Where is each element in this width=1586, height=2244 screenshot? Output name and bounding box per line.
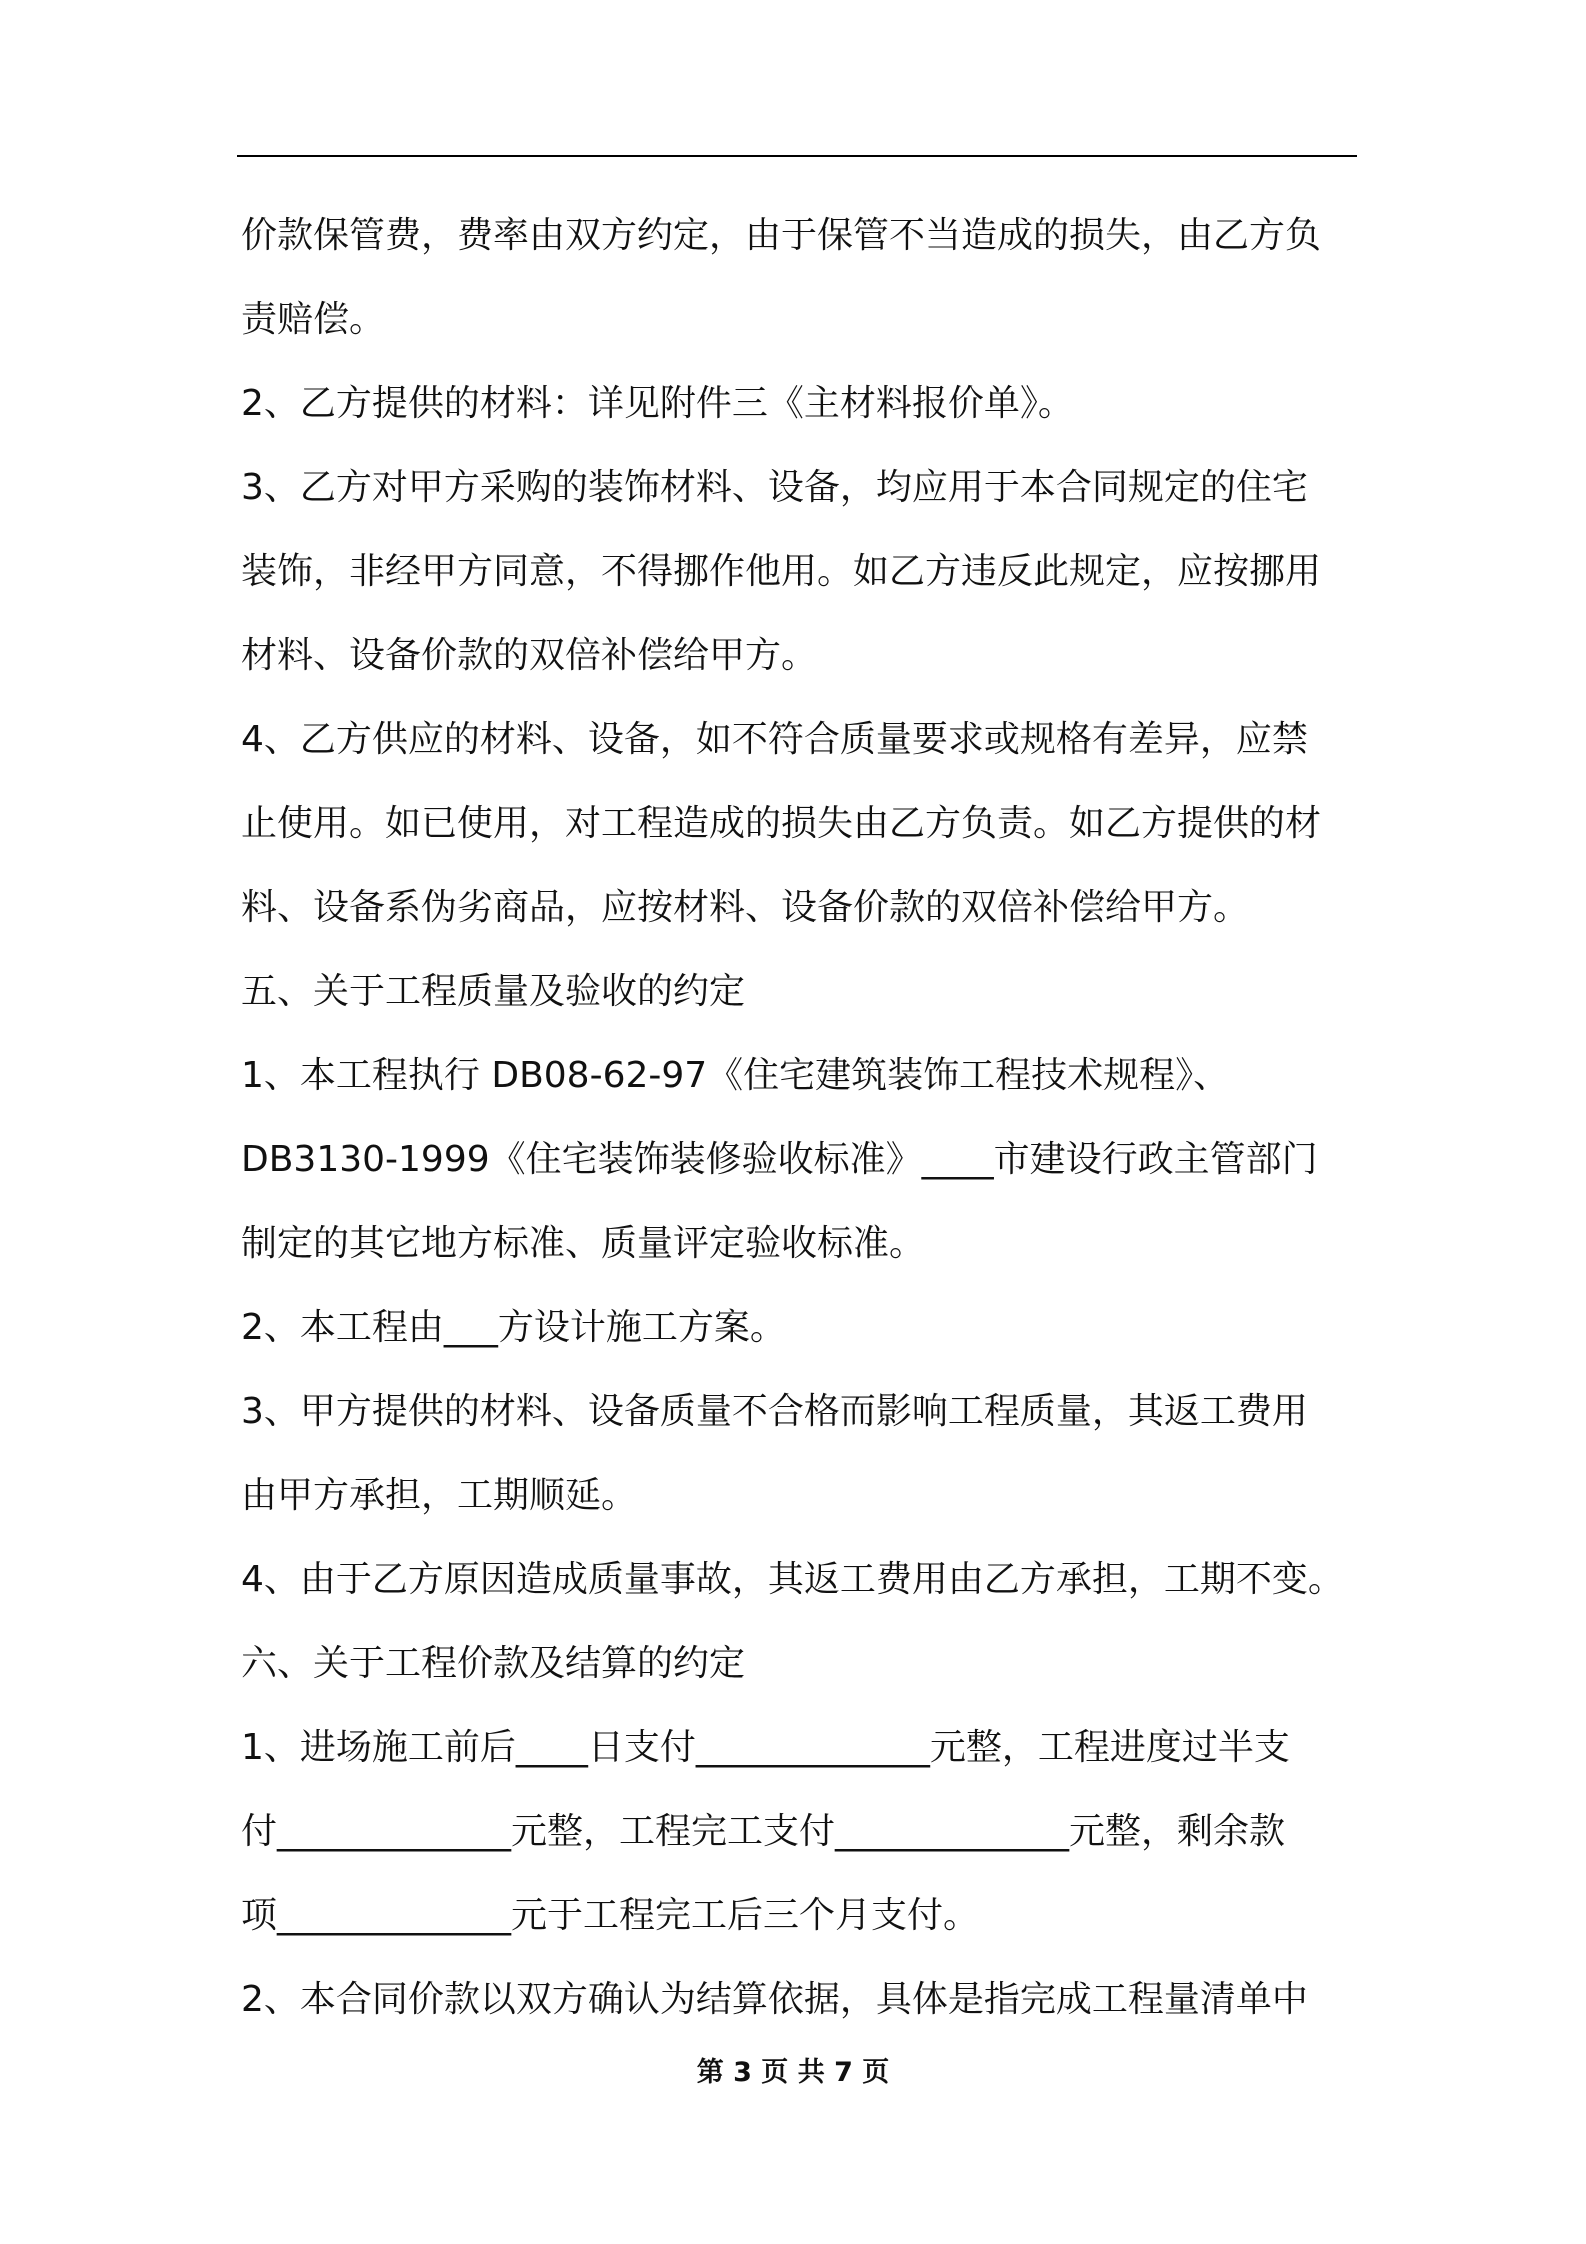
text-line: 2、本工程由___方设计施工方案。 <box>241 1307 786 1348</box>
text-line: DB3130-1999《住宅装饰装修验收标准》____市建设行政主管部门 <box>241 1139 1318 1180</box>
text-line: 4、乙方供应的材料、设备，如不符合质量要求或规格有差异，应禁 <box>241 719 1308 760</box>
text-line: 1、进场施工前后____日支付_____________元整，工程进度过半支 <box>241 1727 1290 1768</box>
text-line: 项_____________元于工程完工后三个月支付。 <box>241 1895 980 1936</box>
section-heading: 五、关于工程质量及验收的约定 <box>241 971 746 1012</box>
text-line: 止使用。如已使用，对工程造成的损失由乙方负责。如乙方提供的材 <box>241 803 1322 844</box>
text-line: 制定的其它地方标准、质量评定验收标准。 <box>241 1223 926 1264</box>
section-heading: 六、关于工程价款及结算的约定 <box>241 1643 746 1684</box>
header-rule <box>237 155 1357 157</box>
text-line: 1、本工程执行 DB08-62-97《住宅建筑装饰工程技术规程》、 <box>241 1055 1230 1096</box>
text-line: 料、设备系伪劣商品，应按材料、设备价款的双倍补偿给甲方。 <box>241 887 1250 928</box>
text-line: 材料、设备价款的双倍补偿给甲方。 <box>241 635 818 676</box>
page-number-footer: 第 3 页 共 7 页 <box>696 2057 890 2088</box>
text-line: 4、由于乙方原因造成质量事故，其返工费用由乙方承担，工期不变。 <box>241 1559 1344 1600</box>
text-line: 3、甲方提供的材料、设备质量不合格而影响工程质量，其返工费用 <box>241 1391 1308 1432</box>
text-line: 责赔偿。 <box>241 299 386 340</box>
text-line: 2、本合同价款以双方确认为结算依据，具体是指完成工程量清单中 <box>241 1979 1308 2020</box>
contract-body <box>241 194 1381 2042</box>
text-line: 价款保管费，费率由双方约定，由于保管不当造成的损失，由乙方负 <box>241 215 1322 256</box>
text-line: 装饰，非经甲方同意，不得挪作他用。如乙方违反此规定，应按挪用 <box>241 551 1322 592</box>
text-line: 2、乙方提供的材料：详见附件三《主材料报价单》。 <box>241 383 1074 424</box>
text-line: 付_____________元整，工程完工支付_____________元整，剩余款 <box>241 1811 1286 1852</box>
text-line: 3、乙方对甲方采购的装饰材料、设备，均应用于本合同规定的住宅 <box>241 467 1308 508</box>
text-line: 由甲方承担，工期顺延。 <box>241 1475 638 1516</box>
